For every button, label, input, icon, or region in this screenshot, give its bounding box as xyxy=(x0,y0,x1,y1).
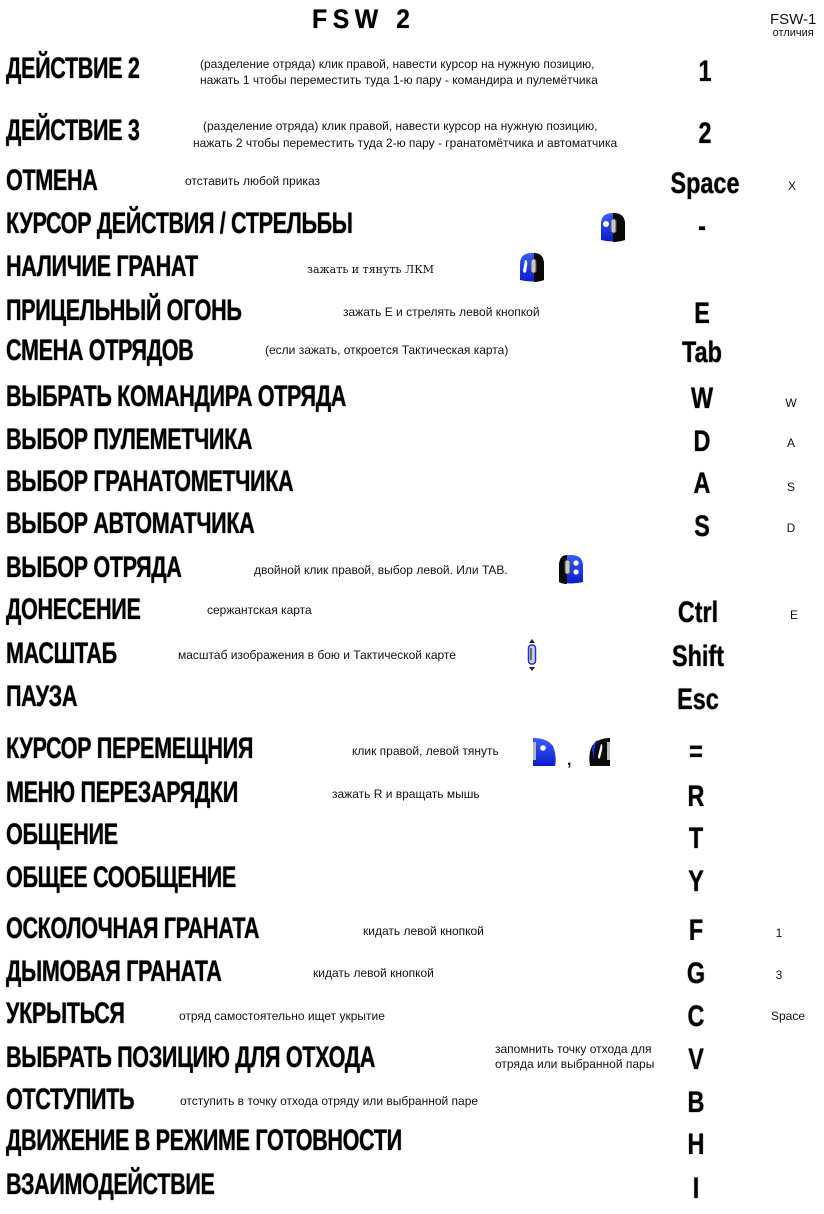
action-description: клик правой, левой тянуть xyxy=(352,744,499,758)
action-label: УКРЫТЬСЯ xyxy=(6,997,125,1030)
hotkey: D xyxy=(693,425,711,458)
hotkey: T xyxy=(688,822,704,855)
fsw1-header-subtitle: отличия xyxy=(772,27,814,39)
fsw1-key: A xyxy=(786,436,795,450)
action-description: отряда или выбранной пары xyxy=(495,1057,655,1071)
action-description: кидать левой кнопкой xyxy=(363,924,484,938)
action-description: (разделение отряда) клик правой, навести курсор на нужную позицию, xyxy=(203,119,598,133)
hotkey: V xyxy=(688,1043,704,1076)
action-label: ОБЩЕНИЕ xyxy=(6,818,118,851)
action-label: ОТМЕНА xyxy=(6,164,98,197)
action-description: двойной клик правой, выбор левой. Или TAB. xyxy=(254,563,508,577)
icon-separator: , xyxy=(567,752,572,769)
hotkey: 2 xyxy=(698,117,712,150)
mouse-left-click-icon xyxy=(516,250,548,284)
action-description: (если зажать, откроется Тактическая карта) xyxy=(265,343,509,357)
action-label: ПРИЦЕЛЬНЫЙ ОГОНЬ xyxy=(6,294,242,327)
action-label: ВЫБРАТЬ КОМАНДИРА ОТРЯДА xyxy=(6,380,346,413)
action-label: ДЕЙСТВИЕ 3 xyxy=(6,114,140,147)
action-description: нажать 2 чтобы переместить туда 2-ю пару - гранатомётчика и автоматчика xyxy=(193,136,618,150)
action-label: ДВИЖЕНИЕ В РЕЖИМЕ ГОТОВНОСТИ xyxy=(6,1124,402,1157)
hotkey: F xyxy=(688,914,704,947)
mouse-wheel-icon xyxy=(525,638,539,672)
fsw1-key: Space xyxy=(770,1009,806,1023)
hotkey: G xyxy=(686,957,706,990)
fsw1-key: 3 xyxy=(775,968,783,982)
hotkey: 1 xyxy=(698,55,712,88)
action-label: ОБЩЕЕ СООБЩЕНИЕ xyxy=(6,861,236,894)
action-label: ПАУЗА xyxy=(6,680,78,713)
action-label: СМЕНА ОТРЯДОВ xyxy=(6,334,194,367)
action-description: нажать 1 чтобы переместить туда 1-ю пару - командира и пулемётчика xyxy=(200,73,598,87)
hotkey: Space xyxy=(670,167,740,200)
hotkey: C xyxy=(687,1000,705,1033)
action-description: кидать левой кнопкой xyxy=(313,966,434,980)
hotkey: = xyxy=(689,735,703,768)
hotkey: Esc xyxy=(677,683,719,716)
action-label: ОТСТУПИТЬ xyxy=(6,1083,135,1116)
hotkey: Y xyxy=(688,865,704,898)
hotkey: E xyxy=(694,297,710,330)
fsw1-key: W xyxy=(785,396,797,410)
hotkey: Ctrl xyxy=(677,596,719,629)
hotkey: R xyxy=(687,780,705,813)
page-title: FSW 2 xyxy=(312,4,416,34)
fsw1-key: E xyxy=(789,608,798,622)
action-description: (разделение отряда) клик правой, навести курсор на нужную позицию, xyxy=(200,57,595,71)
action-label: КУРСОР ДЕЙСТВИЯ / СТРЕЛЬБЫ xyxy=(6,207,353,240)
action-label: НАЛИЧИЕ ГРАНАТ xyxy=(6,250,198,283)
hotkey: W xyxy=(690,382,714,415)
action-description: зажать и тянуть ЛКМ xyxy=(307,263,434,276)
fsw1-header-title: FSW-1 xyxy=(770,11,817,28)
action-description: зажать R и вращать мышь xyxy=(332,787,480,801)
mouse-right-click-icon xyxy=(533,736,557,768)
mouse-double-click-icon xyxy=(555,552,587,586)
fsw1-key: D xyxy=(786,521,796,535)
hotkey: Tab xyxy=(682,336,722,369)
action-description: запомнить точку отхода для xyxy=(495,1042,652,1056)
fsw1-key: S xyxy=(786,480,795,494)
action-label: ВЗАИМОДЕЙСТВИЕ xyxy=(6,1168,215,1201)
action-label: ВЫБОР ГРАНАТОМЕТЧИКА xyxy=(6,465,294,498)
mouse-left-drag-icon xyxy=(588,736,610,768)
action-label: МАСШТАБ xyxy=(6,637,117,670)
action-label: ВЫБОР АВТОМАТЧИКА xyxy=(6,507,255,540)
hotkey: Shift xyxy=(672,640,724,673)
action-label: ОСКОЛОЧНАЯ ГРАНАТА xyxy=(6,912,260,945)
action-label: ВЫБОР ОТРЯДА xyxy=(6,551,182,584)
action-label: МЕНЮ ПЕРЕЗАРЯДКИ xyxy=(6,776,238,809)
hotkey: H xyxy=(687,1128,705,1161)
mouse-right-click-icon xyxy=(597,210,629,244)
hotkey: B xyxy=(687,1086,705,1119)
action-description: отставить любой приказ xyxy=(185,174,320,188)
action-description: отряд самостоятельно ищет укрытие xyxy=(179,1009,385,1023)
action-label: КУРСОР ПЕРЕМЕЩНИЯ xyxy=(6,732,253,765)
hotkey: I xyxy=(692,1172,700,1205)
fsw1-key: X xyxy=(787,179,796,193)
action-description: отступить в точку отхода отряду или выбранной паре xyxy=(180,1094,479,1108)
fsw1-column-header xyxy=(770,12,816,39)
action-label: ДЫМОВАЯ ГРАНАТА xyxy=(6,955,222,988)
action-description: масштаб изображения в бою и Тактической карте xyxy=(178,648,456,662)
action-label: ВЫБОР ПУЛЕМЕТЧИКА xyxy=(6,423,253,456)
hotkey: A xyxy=(693,467,711,500)
action-label: ДЕЙСТВИЕ 2 xyxy=(6,52,140,85)
hotkey: - xyxy=(698,210,706,243)
action-label: ДОНЕСЕНИЕ xyxy=(6,593,141,626)
fsw1-key: 1 xyxy=(775,926,783,940)
action-description: зажать Е и стрелять левой кнопкой xyxy=(343,305,540,319)
action-label: ВЫБРАТЬ ПОЗИЦИЮ ДЛЯ ОТХОДА xyxy=(6,1041,376,1074)
action-description: сержантская карта xyxy=(207,603,312,617)
hotkey: S xyxy=(694,510,710,543)
